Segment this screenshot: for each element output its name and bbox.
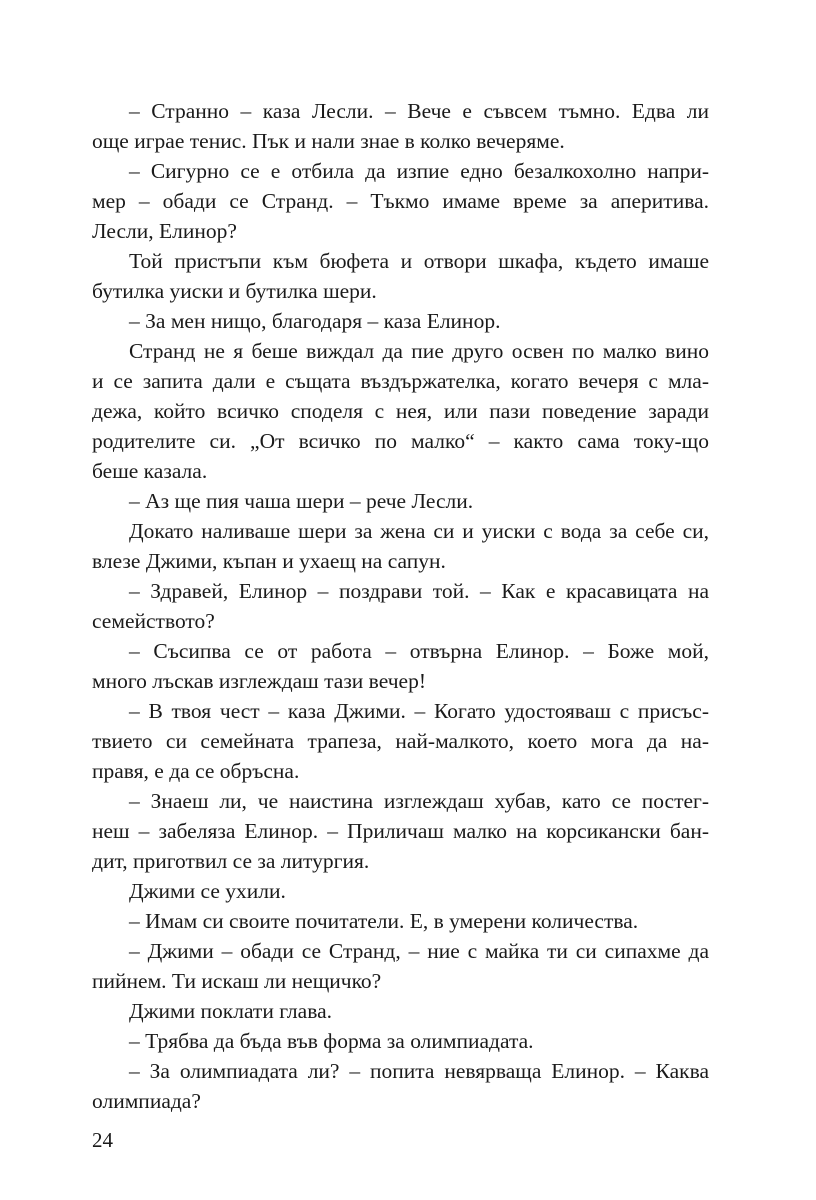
text-line: – Джими – обади се Странд, – ние с майка ти си сипахме да <box>129 939 709 963</box>
text-line: – Знаеш ли, че наистина изглеждаш хубав, като се постег- <box>129 789 709 813</box>
text-line: беше казала. <box>92 459 208 483</box>
text-line: Джими се ухили. <box>129 879 286 903</box>
text-line: и се запита дали е същата въздържателка, когато вечеря с мла- <box>92 369 709 393</box>
text-line: – За олимпиадата ли? – попита невярваща Елинор. – Каква <box>129 1059 709 1083</box>
text-line: – Имам си своите почитатели. Е, в умерени количества. <box>129 909 639 933</box>
text-line: дежа, който всичко споделя с нея, или пази поведение заради <box>92 399 709 423</box>
text-line: семейството? <box>92 609 215 633</box>
text-line: още играе тенис. Пък и нали знае в колко вечеряме. <box>92 129 565 153</box>
text-line: – Трябва да бъда във форма за олимпиадата. <box>129 1029 534 1053</box>
text-line: дит, приготвил се за литургия. <box>92 849 370 873</box>
text-line: – Сигурно се е отбила да изпие едно безалкохолно напри- <box>129 159 709 183</box>
text-line: Той пристъпи към бюфета и отвори шкафа, където имаше <box>129 249 709 273</box>
text-line: Странд не я беше виждал да пие друго освен по малко вино <box>129 339 709 363</box>
text-line: олимпиада? <box>92 1089 201 1113</box>
text-line: правя, е да се обръсна. <box>92 759 300 783</box>
body-text <box>92 96 709 1116</box>
page-number: 24 <box>92 1128 113 1152</box>
text-line: – Странно – каза Лесли. – Вече е съвсем тъмно. Едва ли <box>129 99 709 123</box>
text-line: – В твоя чест – каза Джими. – Когато удостояваш с присъс- <box>129 699 709 723</box>
text-line: родителите си. „От всичко по малко“ – както сама току-що <box>92 429 709 453</box>
text-line: Лесли, Елинор? <box>92 219 237 243</box>
text-line: неш – забеляза Елинор. – Приличаш малко на корсикански бан- <box>92 819 709 843</box>
text-line: много лъскав изглеждаш тази вечер! <box>92 669 426 693</box>
text-line: – Съсипва се от работа – отвърна Елинор. – Боже мой, <box>129 639 709 663</box>
text-line: – Аз ще пия чаша шери – рече Лесли. <box>129 489 474 513</box>
text-line: бутилка уиски и бутилка шери. <box>92 279 377 303</box>
text-line: – Здравей, Елинор – поздрави той. – Как е красавицата на <box>129 579 709 603</box>
text-line: Докато наливаше шери за жена си и уиски с вода за себе си, <box>129 519 709 543</box>
text-line: влезе Джими, къпан и ухаещ на сапун. <box>92 549 446 573</box>
text-line: пийнем. Ти искаш ли нещичко? <box>92 969 382 993</box>
text-line: Джими поклати глава. <box>129 999 332 1023</box>
text-line: твието си семейната трапеза, най-малкото, което мога да на- <box>92 729 709 753</box>
text-line: – За мен нищо, благодаря – каза Елинор. <box>129 309 501 333</box>
text-line: мер – обади се Странд. – Тъкмо имаме време за аперитива. <box>92 189 709 213</box>
